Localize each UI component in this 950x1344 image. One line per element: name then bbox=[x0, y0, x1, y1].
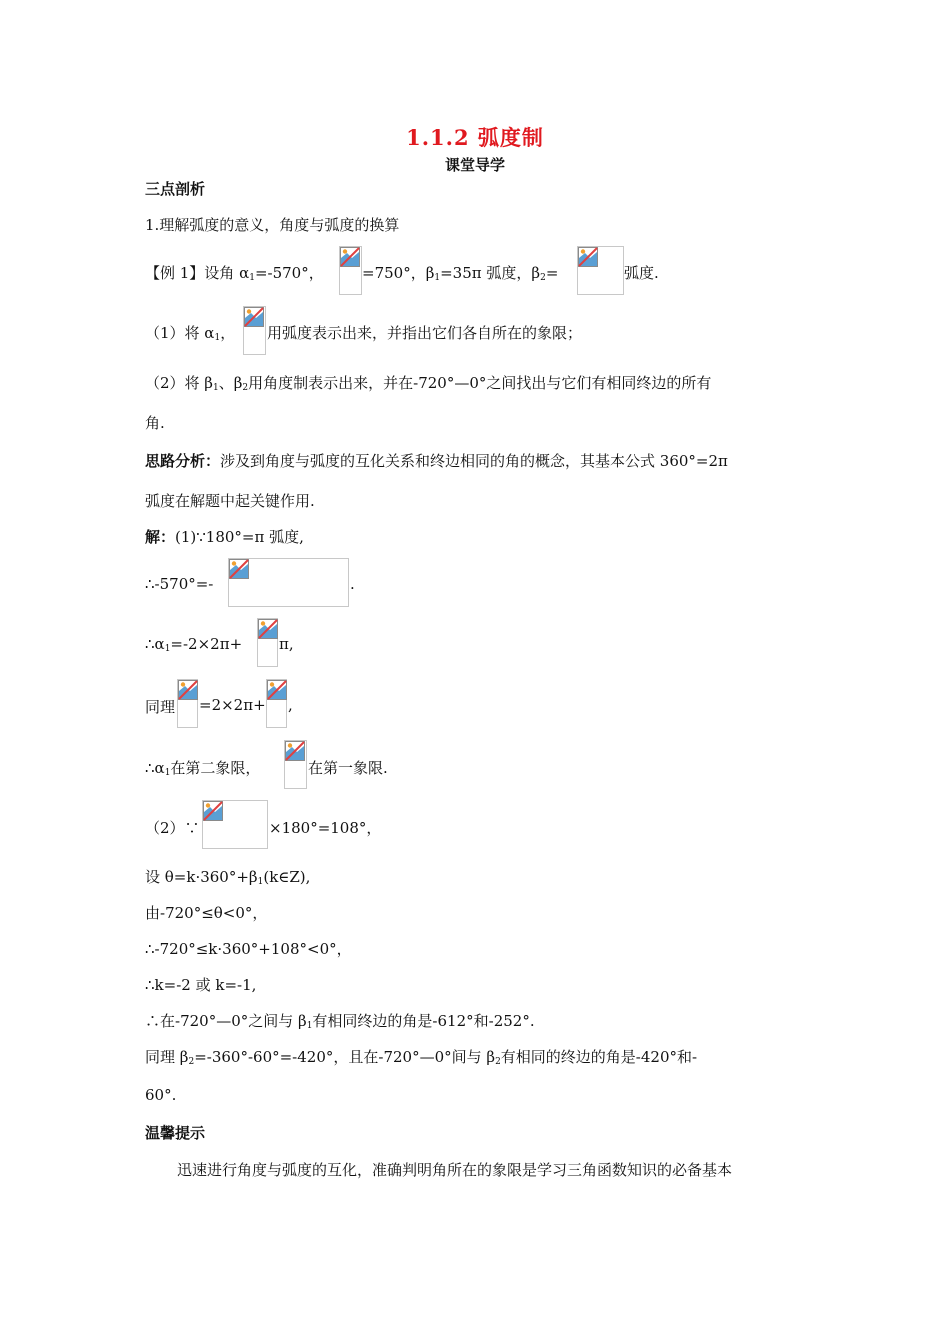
solution-10: ∴k=-2 或 k=-1, bbox=[145, 976, 257, 994]
formula-image bbox=[257, 618, 278, 667]
broken-image-icon bbox=[178, 680, 198, 700]
solution-4: 同理 bbox=[145, 698, 176, 716]
broken-image-icon bbox=[203, 801, 223, 821]
solution-13: 60°. bbox=[145, 1086, 177, 1104]
example-1-cont: =750°，$\beta_1=35\pi$ 弧度，$\beta_2=$ bbox=[362, 264, 559, 283]
solution-3: $\therefore\alpha_1=-2\times 2\pi+$ bbox=[145, 635, 243, 654]
formula-image bbox=[177, 679, 198, 728]
example-1-end: 弧度. bbox=[624, 264, 659, 282]
broken-image-icon bbox=[578, 247, 598, 267]
formula-image bbox=[577, 246, 624, 295]
tip-heading: 温馨提示 bbox=[145, 1124, 206, 1142]
analysis: 思路分析：涉及到角度与弧度的互化关系和终边相同的角的概念，其基本公式 360°=2π bbox=[145, 452, 728, 470]
solution-5: $\therefore\alpha_1$在第二象限， bbox=[145, 759, 261, 778]
formula-image bbox=[339, 246, 362, 295]
solution-9: ∴-720°≤k·360°+108°<0°， bbox=[145, 940, 352, 958]
solution-11: ∴在-720°—0°之间与 $\beta_1$有相同终边的角是-612°和-252°. bbox=[145, 1012, 535, 1031]
formula-image bbox=[202, 800, 268, 849]
solution-4-end: , bbox=[288, 696, 293, 714]
solution-5-end: 在第一象限. bbox=[308, 759, 388, 777]
formula-image bbox=[228, 558, 349, 607]
solution-4-cont: =2×2π+ bbox=[199, 696, 266, 714]
question-2-end: 角. bbox=[145, 414, 165, 432]
solution-8: 由-720°≤θ<0°， bbox=[145, 904, 268, 922]
question-2: （2）将 $\beta_1$、$\beta_2$用角度制表示出来，并在-720°—0°之间找出与它们有相同终边的所有 bbox=[145, 374, 712, 393]
doc-subtitle: 课堂导学 bbox=[444, 156, 505, 174]
broken-image-icon bbox=[340, 247, 360, 267]
formula-image bbox=[266, 679, 287, 728]
section-heading: 三点剖析 bbox=[145, 180, 206, 198]
broken-image-icon bbox=[244, 307, 264, 327]
solution-7: 设 $\theta=k\cdot 360^\circ+\beta_1(k\in Z)$, bbox=[145, 868, 311, 887]
broken-image-icon bbox=[258, 619, 278, 639]
doc-title: 1.1.2 弧度制 bbox=[406, 125, 544, 150]
solution-1: 解：(1)∵180°=π 弧度, bbox=[145, 528, 304, 546]
example-1: 【例 1】设角 $\alpha_1=-570^\circ$， bbox=[145, 264, 324, 283]
solution-2: ∴-570°=- bbox=[145, 575, 214, 593]
solution-6: （2）∵ bbox=[145, 819, 200, 837]
question-1: （1）将 $\alpha_1$， bbox=[145, 324, 236, 343]
analysis-cont: 弧度在解题中起关键作用. bbox=[145, 492, 315, 510]
tip-text: 迅速进行角度与弧度的互化，准确判明角所在的象限是学习三角函数知识的必备基本 bbox=[177, 1161, 733, 1179]
broken-image-icon bbox=[285, 741, 305, 761]
broken-image-icon bbox=[229, 559, 249, 579]
broken-image-icon bbox=[267, 680, 287, 700]
solution-2-end: . bbox=[350, 575, 355, 593]
formula-image bbox=[284, 740, 307, 789]
question-1-cont: 用弧度表示出来，并指出它们各自所在的象限； bbox=[267, 324, 583, 342]
solution-3-end: π, bbox=[279, 635, 294, 653]
formula-image bbox=[243, 306, 266, 355]
solution-6-end: ×180°=108°， bbox=[269, 819, 382, 837]
key-point: 1.理解弧度的意义，角度与弧度的换算 bbox=[145, 216, 400, 234]
solution-12: 同理 $\beta_2=-360^\circ-60^\circ=-420^\circ$，且在-720°—0°间与 $\beta_2$有相同的终边的角是-420°和- bbox=[145, 1048, 698, 1067]
